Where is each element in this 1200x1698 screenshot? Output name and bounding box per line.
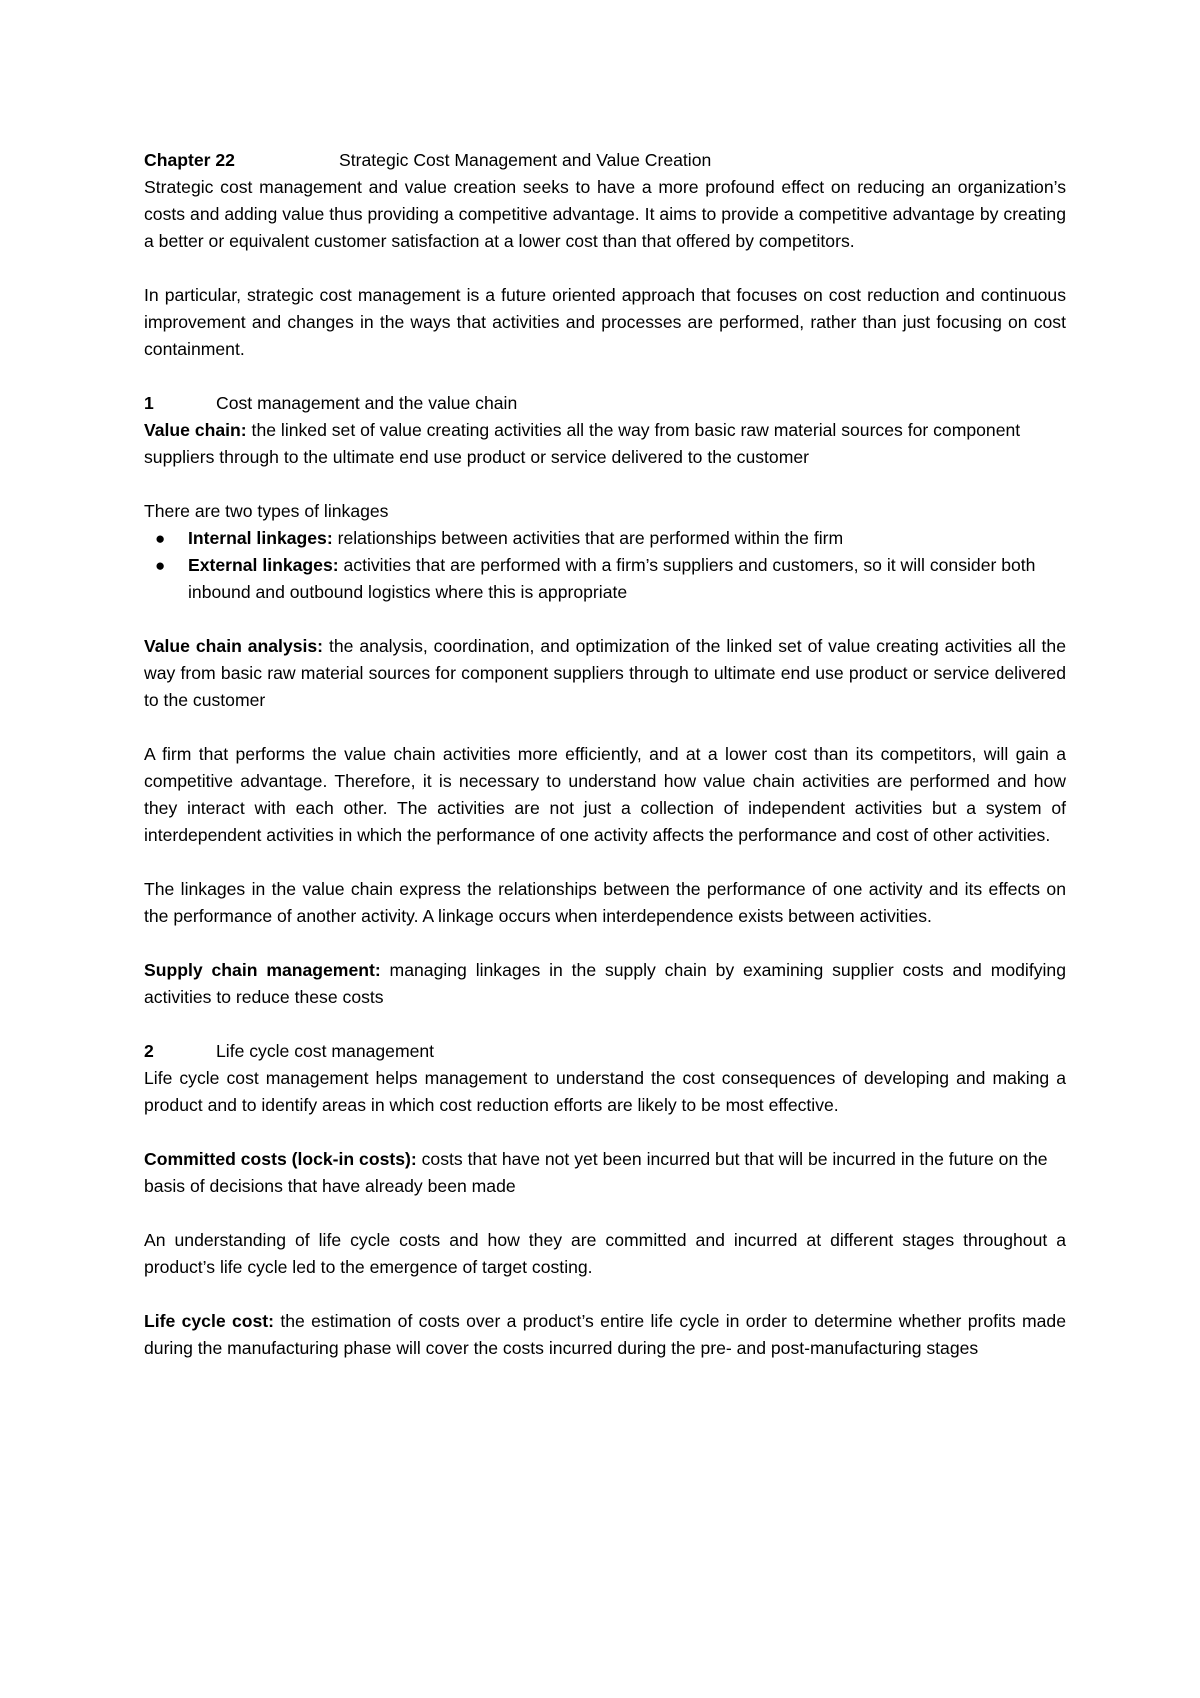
internal-linkages-text: relationships between activities that are performed within the firm xyxy=(332,528,844,548)
value-chain-definition xyxy=(144,417,1066,471)
section-1-title: Cost management and the value chain xyxy=(216,393,518,413)
supply-chain-definition xyxy=(144,957,1066,1011)
external-linkages-text: activities that are performed with a firm’s suppliers and customers, so it will consider both inbound and outbound logistics where this is appropriate xyxy=(188,555,1036,602)
linkages-paragraph: The linkages in the value chain express the relationships between the performance of one activity and its effects on the performance of another activity. A linkage occurs when interdependence exists between activities. xyxy=(144,879,1066,926)
section-2-number: 2 xyxy=(144,1041,154,1061)
value-chain-analysis-text: the analysis, coordination, and optimization of the linked set of value creating activities all the way from basic raw material sources for component suppliers through to ultimate end use product or service delivered to the customer xyxy=(144,636,1066,710)
life-cycle-cost-term: Life cycle cost: xyxy=(144,1311,275,1331)
document-page xyxy=(144,147,1066,1389)
supply-chain-text: managing linkages in the supply chain by examining supplier costs and modifying activities to reduce these costs xyxy=(144,960,1066,1007)
value-chain-term: Value chain: xyxy=(144,420,247,440)
life-cycle-cost-definition xyxy=(144,1308,1066,1362)
life-cycle-cost-text: the estimation of costs over a product’s entire life cycle in order to determine whether profits made during the manufacturing phase will cover the costs incurred during the pre- and post-manufacturing stages xyxy=(144,1311,1066,1358)
value-chain-def-text: the linked set of value creating activities all the way from basic raw material sources for component suppliers through to the ultimate end use product or service delivered to the customer xyxy=(144,420,1021,467)
external-linkages-term: External linkages: xyxy=(188,555,339,575)
section-2-title: Life cycle cost management xyxy=(216,1041,435,1061)
supply-chain-term: Supply chain management: xyxy=(144,960,381,980)
section-1-number: 1 xyxy=(144,393,154,413)
linkage-list xyxy=(144,525,1066,606)
understanding-paragraph: An understanding of life cycle costs and how they are committed and incurred at different stages throughout a product’s life cycle led to the emergence of target costing. xyxy=(144,1230,1066,1277)
committed-costs-term: Committed costs (lock-in costs): xyxy=(144,1149,417,1169)
firm-paragraph: A firm that performs the value chain activities more efficiently, and at a lower cost than its competitors, will gain a competitive advantage. Therefore, it is necessary to understand how value chain activities are performed and how they interact with each other. The activities are not just a collection of independent activities but a system of interdependent activities in which the performance of one activity affects the performance and cost of other activities. xyxy=(144,744,1066,845)
chapter-number: Chapter 22 xyxy=(144,150,235,170)
section-1-heading xyxy=(144,390,1066,417)
list-item xyxy=(144,552,1066,606)
bullet-icon: ● xyxy=(155,556,166,575)
value-chain-analysis-definition xyxy=(144,633,1066,714)
life-cycle-intro: Life cycle cost management helps management to understand the cost consequences of developing and making a product and to identify areas in which cost reduction efforts are likely to be most effective. xyxy=(144,1068,1066,1115)
chapter-title: Strategic Cost Management and Value Creation xyxy=(339,150,712,170)
chapter-heading xyxy=(144,147,1066,174)
bullet-icon: ● xyxy=(155,529,166,548)
internal-linkages-term: Internal linkages: xyxy=(188,528,333,548)
linkages-intro: There are two types of linkages xyxy=(144,501,389,521)
intro-paragraph-2: In particular, strategic cost management is a future oriented approach that focuses on cost reduction and continuous improvement and changes in the ways that activities and processes are performed, rather than just focusing on cost containment. xyxy=(144,285,1066,359)
value-chain-analysis-term: Value chain analysis: xyxy=(144,636,324,656)
intro-paragraph-1: Strategic cost management and value creation seeks to have a more profound effect on reducing an organization’s costs and adding value thus providing a competitive advantage. It aims to provide a competitive advantage by creating a better or equivalent customer satisfaction at a lower cost than that offered by competitors. xyxy=(144,177,1066,251)
section-2-heading xyxy=(144,1038,1066,1065)
committed-costs-text: costs that have not yet been incurred but that will be incurred in the future on the basis of decisions that have already been made xyxy=(144,1149,1048,1196)
list-item xyxy=(144,525,1066,552)
committed-costs-definition xyxy=(144,1146,1066,1200)
